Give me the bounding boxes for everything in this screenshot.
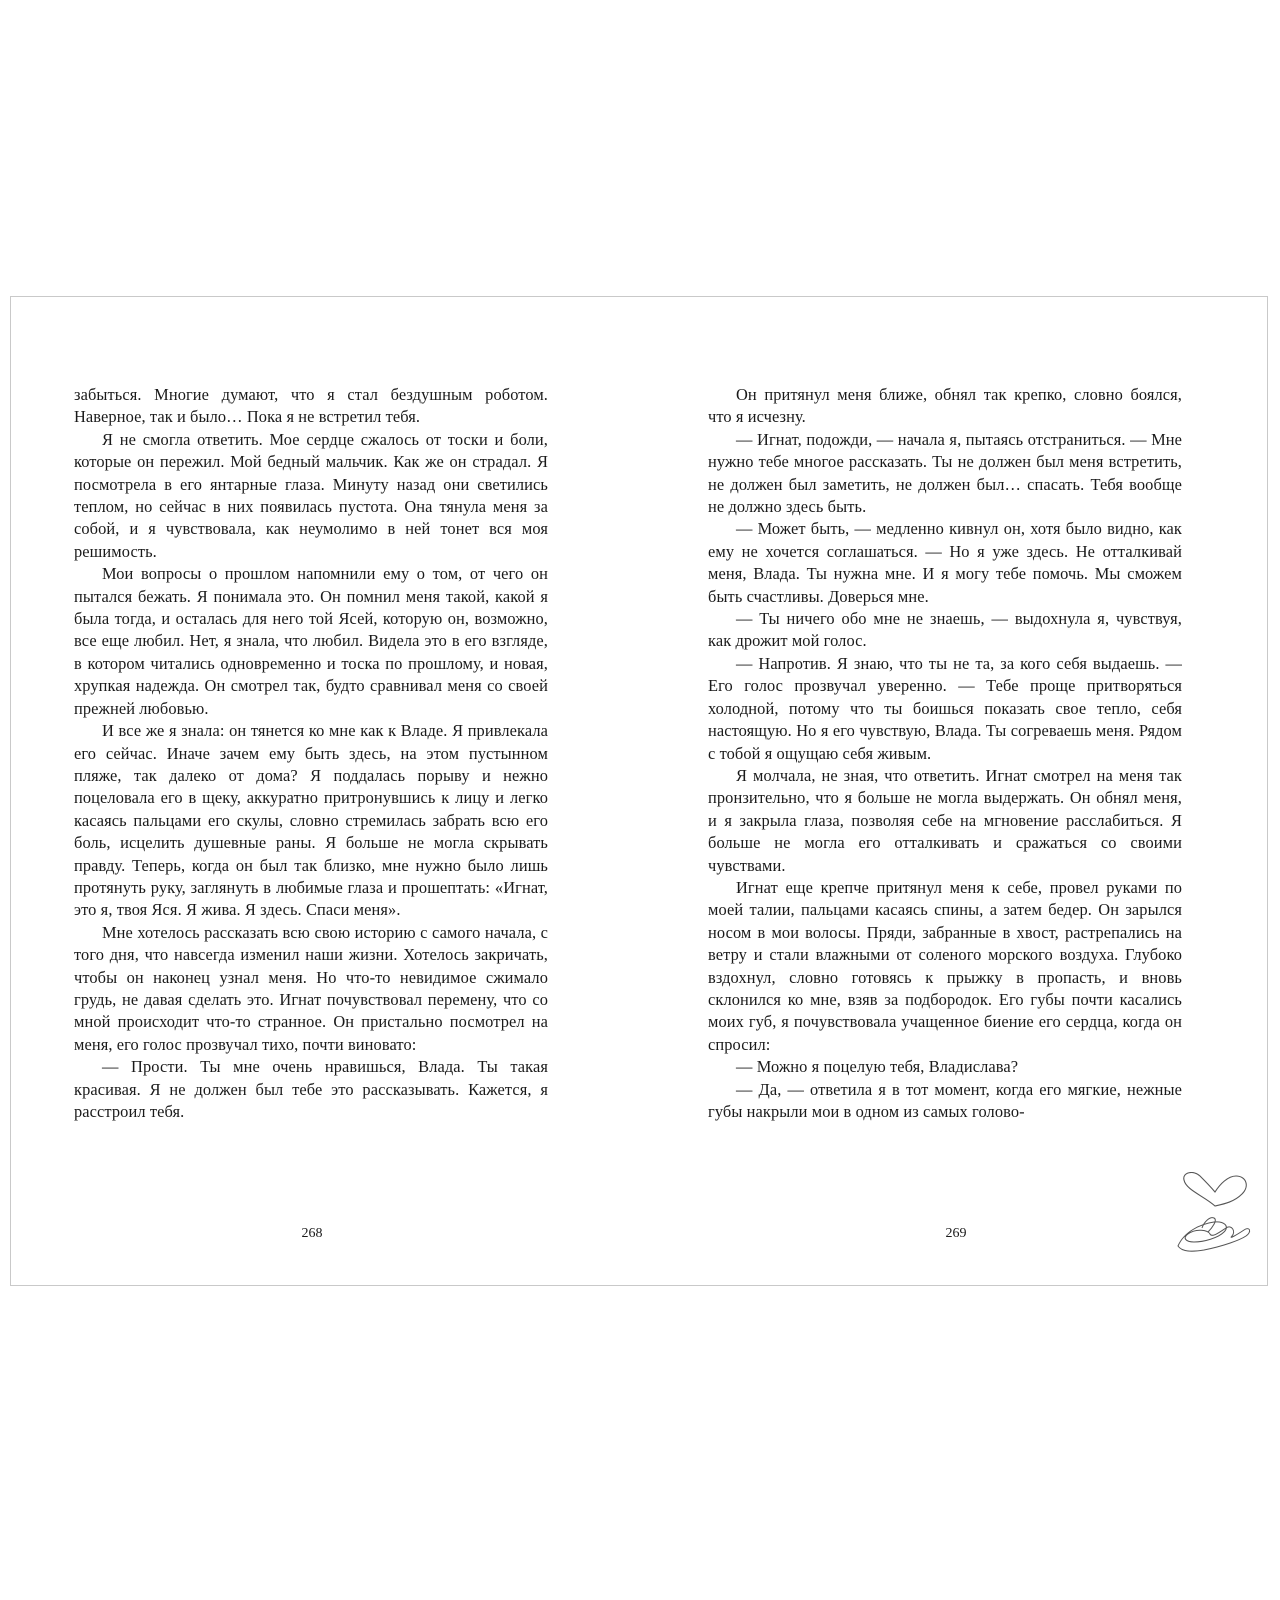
paragraph: Он притянул меня ближе, обнял так крепко, словно боялся, что я исчезну. [708, 385, 1182, 427]
paragraph: Я молчала, не зная, что ответить. Игнат смотрел на меня так пронзительно, что я больше не могла выдержать. Он обнял меня, и я закрыла глаза, позволяя себе на мгновение расслабиться. Я больше не могла его отталкивать и сражаться со своими чувствами. [708, 765, 1182, 875]
heart-signature-icon [1174, 1172, 1256, 1258]
paragraph: И все же я знала: он тянется ко мне как к Владе. Я привлекала его сейчас. Иначе зачем ему быть здесь, на этом пустынном пляже, так далеко от дома? Я поддалась порыву и нежно поцеловала его в щеку, аккуратно притронувшись к лицу и легко касаясь пальцами его скулы, словно стремилась забрать всю его боль, исцелить душевные раны. Я больше не могла скрывать правду. Теперь, когда он был так близко, мне нужно было лишь протянуть руку, заглянуть в любимые глаза и прошептать: «Игнат, это я, твоя Яся. Я жива. Я здесь. Спаси меня». [74, 721, 548, 920]
paragraph: — Да, — ответила я в тот момент, когда его мягкие, нежные губы накрыли мои в одном из самых голово- [708, 1079, 1182, 1121]
paragraph: — Напротив. Я знаю, что ты не та, за кого себя выдаешь. — Его голос прозвучал уверенно. — Тебе проще притворяться холодной, потому что ты боишься показать свое тепло, себя настоящую. Но я его чувствую, Влада. Ты согреваешь меня. Рядом с тобой я ощущаю себя живым. [708, 653, 1182, 763]
paragraph: — Игнат, подожди, — начала я, пытаясь отстраниться. — Мне нужно тебе многое рассказать. Ты не должен был меня встретить, не должен был заметить, не должен был… спасать. Тебя вообще не должно здесь быть. [708, 429, 1182, 517]
paragraph: — Можно я поцелую тебя, Владислава? [736, 1057, 1019, 1077]
paragraph: — Прости. Ты мне очень нравишься, Влада. Ты такая красивая. Я не должен был тебе это рассказывать. Кажется, я расстроил тебя. [74, 1057, 548, 1121]
paragraph: — Ты ничего обо мне не знаешь, — выдохнула я, чувствуя, как дрожит мой голос. [708, 609, 1182, 651]
right-page-text [708, 384, 1182, 1123]
page-number-right: 269 [945, 1226, 967, 1241]
paragraph: забыться. Многие думают, что я стал бездушным роботом. Наверное, так и было… Пока я не встретил тебя. [74, 385, 548, 427]
paragraph: Я не смогла ответить. Мое сердце сжалось от тоски и боли, которые он пережил. Мой бедный мальчик. Как же он страдал. Я посмотрела в его янтарные глаза. Минуту назад они светились теплом, но сейчас в них появилась пустота. Она тянула меня за собой, и я чувствовала, как неумолимо в ней тонет вся моя решимость. [74, 429, 548, 561]
left-page-text [74, 384, 548, 1123]
paragraph: Мои вопросы о прошлом напомнили ему о том, от чего он пытался бежать. Я понимала это. Он помнил меня такой, какой я была тогда, и осталась для него той Ясей, которую он, возможно, все еще любил. Нет, я знала, что любил. Видела это в его взгляде, в котором читались одновременно и тоска по прошлому, и новая, хрупкая надежда. Он смотрел так, будто сравнивал меня со своей прежней любовью. [74, 564, 548, 718]
paragraph: Мне хотелось рассказать всю свою историю с самого начала, с того дня, что навсегда изменил наши жизни. Хотелось закричать, чтобы он наконец узнал меня. Но что-то невидимое сжимало грудь, не давая сделать это. Игнат почувствовал перемену, что со мной происходит что-то странное. Он пристально посмотрел на меня, его голос прозвучал тихо, почти виновато: [74, 922, 548, 1054]
paragraph: — Может быть, — медленно кивнул он, хотя было видно, как ему не хочется соглашаться. — Но я уже здесь. Не отталкивай меня, Влада. Ты нужна мне. И я могу тебе помочь. Мы сможем быть счастливы. Доверься мне. [708, 519, 1182, 606]
paragraph: Игнат еще крепче притянул меня к себе, провел руками по моей талии, пальцами касаясь спины, а затем бедер. Он зарылся носом в мои волосы. Пряди, забранные в хвост, растрепались на ветру и стали влажными от соленого морского воздуха. Глубоко вздохнул, словно готовясь к прыжку в пропасть, и вновь склонился ко мне, взяв за подбородок. Его губы почти касались моих губ, я почувствовала учащенное биение его сердца, когда он спросил: [708, 877, 1182, 1054]
page-number-left: 268 [301, 1226, 323, 1241]
